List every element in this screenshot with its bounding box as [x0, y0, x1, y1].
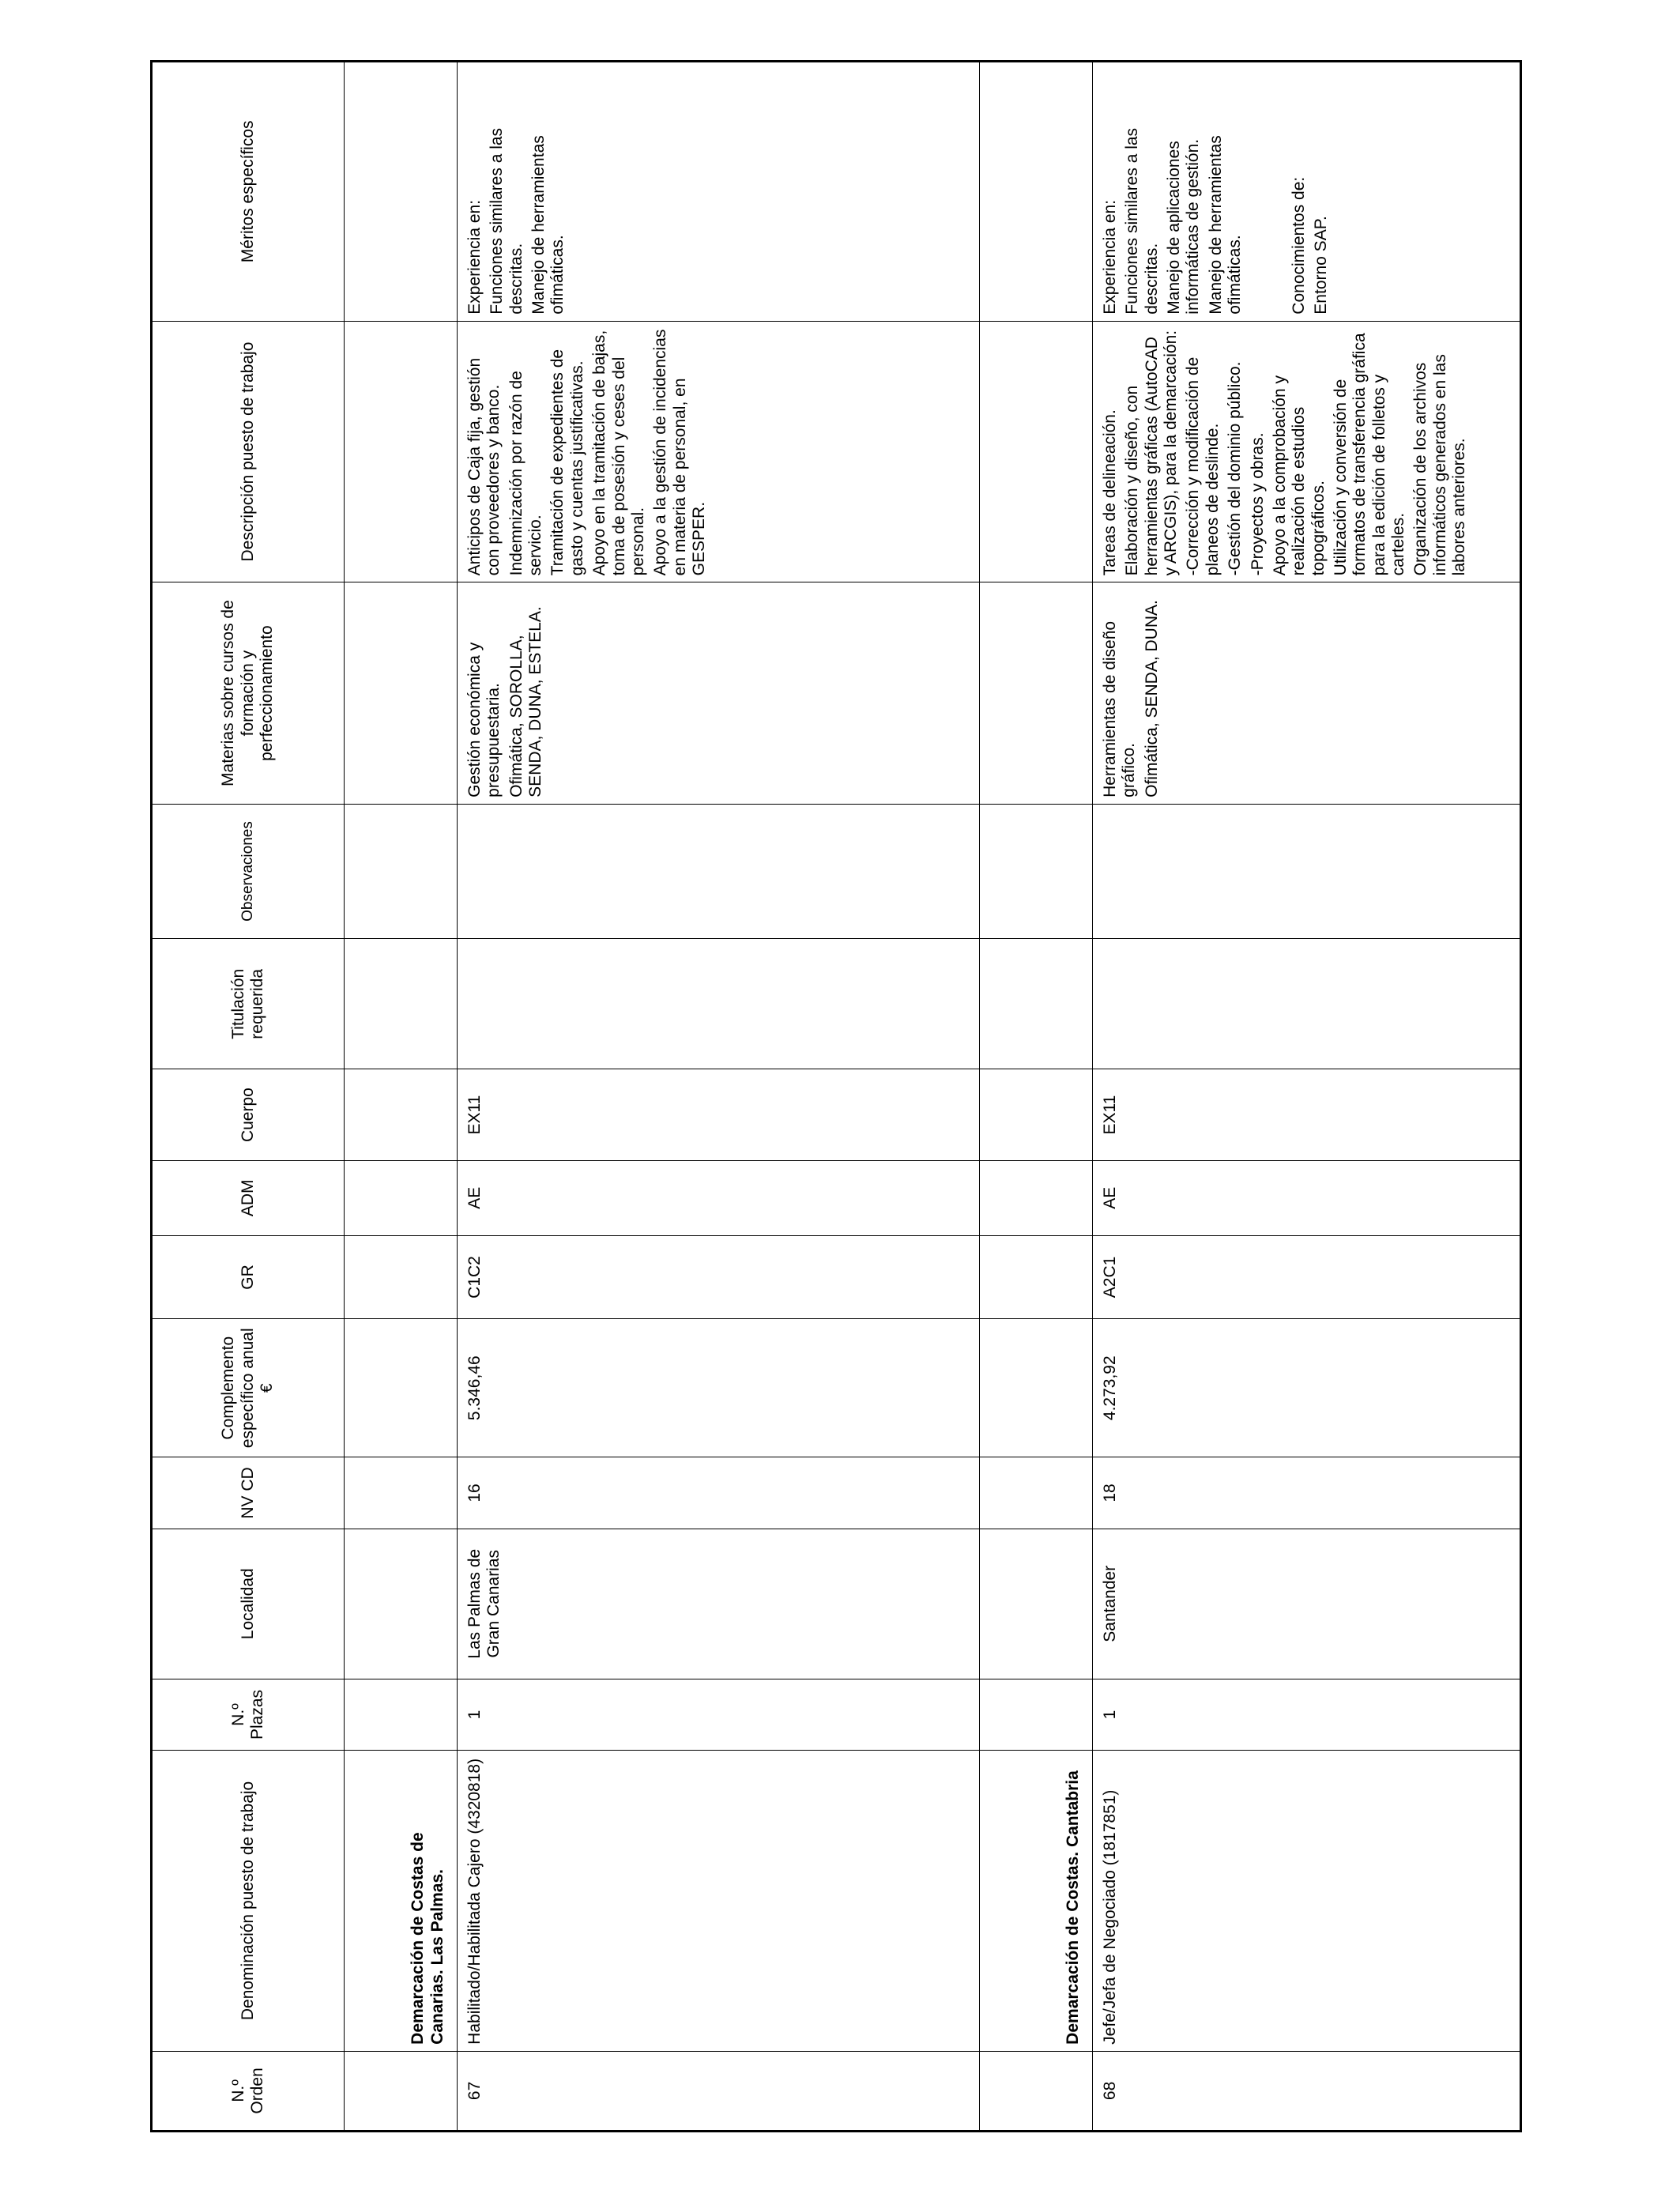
- descripcion-item: Apoyo a la gestión de incidencias en materia de personal, en GESPER.: [651, 329, 708, 576]
- meritos-item: Experiencia en:: [465, 199, 484, 315]
- header-titulacion: Titulación requerida: [153, 939, 345, 1069]
- descripcion-cell: [458, 321, 980, 582]
- meritos-item: Manejo de herramientas ofimáticas.: [1206, 135, 1245, 315]
- section-row: [980, 62, 1093, 2131]
- header-materias: Materias sobre cursos de formación y perfeccionamiento: [153, 582, 345, 805]
- materias-item: Ofimática, SOROLLA, SENDA, DUNA, ESTELA.: [507, 606, 545, 797]
- titulacion-cell: [458, 939, 980, 1069]
- section-title: Demarcación de Costas de Canarias. Las Palmas.: [345, 1751, 458, 2052]
- descripcion-item: Tramitación de expedientes de gasto y cuentas justificativas.: [548, 349, 586, 576]
- titulacion-cell: [1093, 939, 1520, 1069]
- meritos-cell: [1093, 62, 1520, 322]
- descripcion-item: -Gestión del dominio público.: [1226, 361, 1245, 576]
- header-denominacion: Denominación puesto de trabajo: [153, 1751, 345, 2052]
- descripcion-item: Organización de los archivos informáticos generados en las labores anteriores.: [1411, 354, 1469, 576]
- section-title: Demarcación de Costas. Cantabria: [980, 1751, 1093, 2052]
- meritos-item: Funciones similares a las descritas.: [488, 127, 525, 315]
- descripcion-item: Apoyo a la comprobación y realización de estudios topográficos.: [1270, 375, 1328, 576]
- rotated-table-frame: [150, 60, 1522, 2132]
- section-row: [345, 62, 458, 2131]
- header-nivel: NV CD: [153, 1457, 345, 1529]
- descripcion-cell: [1093, 321, 1520, 582]
- localidad-cell: Santander: [1093, 1529, 1520, 1679]
- descripcion-item: Apoyo en la tramitación de bajas, toma de posesión y ceses del personal.: [590, 330, 647, 576]
- descripcion-item: Elaboración y diseño, con herramientas gráficas (AutoCAD y ARCGIS), para la demarcación:: [1123, 330, 1181, 576]
- materias-item: Gestión económica y presupuestaria.: [465, 642, 503, 797]
- materias-item: Herramientas de diseño gráfico.: [1101, 620, 1139, 797]
- header-observaciones: Observaciones: [153, 804, 345, 938]
- adm-cell: AE: [458, 1160, 980, 1235]
- header-row: [153, 62, 345, 2131]
- adm-cell: AE: [1093, 1160, 1520, 1235]
- complemento-cell: 5.346,46: [458, 1319, 980, 1457]
- materias-cell: [1093, 582, 1520, 805]
- meritos-item: Manejo de aplicaciones informáticas de gestión.: [1165, 138, 1203, 315]
- localidad-cell: Las Palmas de Gran Canarias: [458, 1529, 980, 1679]
- observaciones-cell: [1093, 804, 1520, 938]
- header-plazas: N.º Plazas: [153, 1679, 345, 1750]
- descripcion-item: -Proyectos y obras.: [1248, 432, 1267, 576]
- cuerpo-cell: EX11: [1093, 1069, 1520, 1160]
- header-orden: N.º Orden: [153, 2051, 345, 2130]
- descripcion-item: -Corrección y modificación de planeos de deslinde.: [1184, 356, 1222, 576]
- materias-item: Ofimática, SENDA, DUNA.: [1142, 600, 1161, 797]
- plazas-cell: 1: [458, 1679, 980, 1750]
- header-cuerpo: Cuerpo: [153, 1069, 345, 1160]
- header-descripcion: Descripción puesto de trabajo: [153, 321, 345, 582]
- nivel-cell: 18: [1093, 1457, 1520, 1529]
- header-complemento: Complemento específico anual €: [153, 1319, 345, 1457]
- header-adm: ADM: [153, 1160, 345, 1235]
- meritos-item: Entorno SAP.: [1311, 216, 1330, 315]
- meritos-cell: [458, 62, 980, 322]
- observaciones-cell: [458, 804, 980, 938]
- header-localidad: Localidad: [153, 1529, 345, 1679]
- orden-cell: 68: [1093, 2051, 1520, 2130]
- meritos-item: Funciones similares a las descritas.: [1123, 127, 1161, 315]
- materias-cell: [458, 582, 980, 805]
- meritos-item: Manejo de herramientas ofimáticas.: [529, 135, 567, 315]
- orden-cell: 67: [458, 2051, 980, 2130]
- header-meritos: Méritos específicos: [153, 62, 345, 322]
- plazas-cell: 1: [1093, 1679, 1520, 1750]
- cuerpo-cell: EX11: [458, 1069, 980, 1160]
- job-positions-table: [152, 62, 1520, 2131]
- denominacion-cell: Habilitado/Habilitada Cajero (4320818): [458, 1751, 980, 2052]
- meritos-item: Experiencia en:: [1101, 199, 1119, 315]
- grupo-cell: C1C2: [458, 1235, 980, 1318]
- descripcion-item: Utilización y conversión de formatos de transferencia gráfica para la edición de folletos y carteles.: [1331, 333, 1408, 576]
- complemento-cell: 4.273,92: [1093, 1319, 1520, 1457]
- nivel-cell: 16: [458, 1457, 980, 1529]
- grupo-cell: A2C1: [1093, 1235, 1520, 1318]
- meritos-item: Conocimientos de:: [1289, 176, 1308, 315]
- table-row: [1093, 62, 1520, 2131]
- descripcion-item: Indemnización por razón de servicio.: [507, 371, 545, 576]
- descripcion-item: Anticipos de Caja fija, gestión con proveedores y banco.: [465, 357, 503, 576]
- table-row: [458, 62, 980, 2131]
- header-grupo: GR: [153, 1235, 345, 1318]
- denominacion-cell: Jefe/Jefa de Negociado (1817851): [1093, 1751, 1520, 2052]
- descripcion-item: Tareas de delineación.: [1101, 409, 1119, 576]
